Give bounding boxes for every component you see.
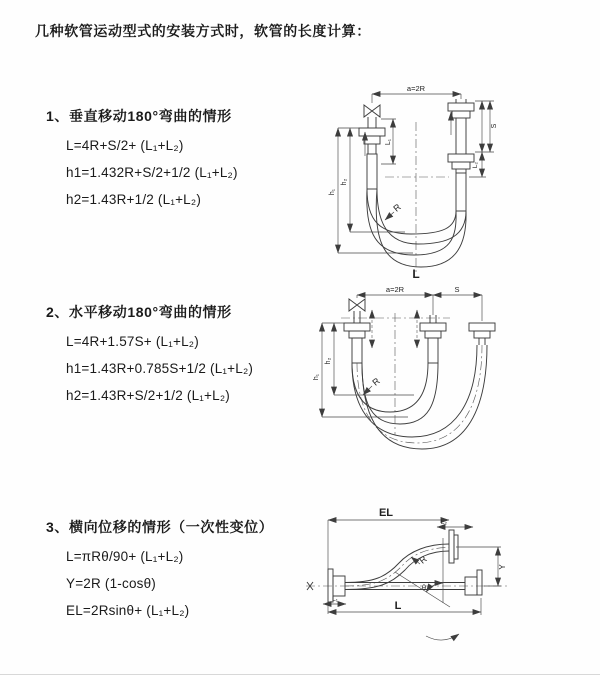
flange (364, 136, 380, 144)
dim-label-r: R (417, 553, 429, 566)
hose-loops (352, 345, 487, 449)
flange (477, 570, 482, 595)
flange (448, 103, 474, 111)
formula-line: Y=2R (1-cosθ) (66, 576, 157, 591)
flange (344, 323, 370, 331)
section-1-formulas (66, 132, 238, 213)
braided-hose-section (367, 154, 377, 189)
section-2 (46, 302, 253, 409)
flange (474, 331, 490, 338)
diagram-lateral-displacement (298, 500, 600, 650)
valve-icon (349, 299, 365, 311)
formula-line: L=πRθ/90+ (L₁+L₂) (66, 549, 184, 564)
dim-label-s: S (491, 123, 498, 129)
dim-label-l1: L₁ (332, 596, 338, 603)
dim-label-r: R (391, 201, 403, 214)
formula-line: L=4R+S/2+ (L₁+L₂) (66, 138, 184, 153)
flange (349, 331, 365, 338)
section-1-heading: 1、垂直移动180°弯曲的情形 (46, 108, 232, 124)
radius-leader (385, 212, 394, 220)
formula-line: EL=2Rsinθ+ (L₁+L₂) (66, 603, 190, 618)
dim-label-s: S (454, 285, 460, 294)
hose-loops (367, 189, 466, 267)
section-3 (46, 517, 273, 624)
formula-line: h2=1.43R+S/2+1/2 (L₁+L₂) (66, 388, 230, 403)
dimension-labels (332, 507, 507, 612)
dim-label-h2: h₂ (325, 357, 332, 365)
dim-label-h1: h₁ (313, 373, 320, 381)
braided-hose-section (352, 338, 362, 363)
hose-s-curve (345, 551, 449, 590)
section-3-heading: 3、横向位移的情形（一次性变位） (46, 519, 274, 535)
section-2-formulas (66, 328, 253, 409)
centerlines (306, 548, 508, 591)
valve-icon (364, 105, 380, 117)
flange (425, 331, 441, 338)
page-title: 几种软管运动型式的安装方式时，软管的长度计算： (35, 23, 371, 39)
flange (359, 128, 385, 136)
dim-label-a2r: a=2R (406, 84, 426, 93)
dim-label-h1: h₁ (329, 188, 336, 196)
dim-label-l2: L₂ (472, 161, 479, 169)
formula-line: h1=1.432R+S/2+1/2 (L₁+L₂) (66, 165, 238, 180)
dim-label-r: R (370, 375, 382, 388)
dim-label-l: L (412, 267, 420, 281)
dim-label-l: L (394, 600, 402, 612)
flange (452, 162, 470, 169)
section-2-heading: 2、水平移动180°弯曲的情形 (46, 304, 232, 320)
braided-hose-section (428, 338, 438, 363)
dim-label-l2: L₂ (440, 519, 448, 526)
dimensions (322, 295, 482, 417)
dim-label-y: Y (498, 564, 507, 570)
flange (420, 323, 446, 331)
dim-label-h2: h₂ (341, 178, 348, 186)
flange (448, 154, 474, 162)
swing-arrow (426, 634, 459, 640)
piping (328, 530, 482, 602)
theta-arc (426, 583, 443, 592)
dimensions (323, 520, 501, 615)
flange (449, 530, 454, 563)
formula-line: h2=1.43R+1/2 (L₁+L₂) (66, 192, 202, 207)
diagram-vertical-180-bend (315, 70, 600, 282)
diagram-horizontal-180-bend (313, 283, 600, 459)
section-1 (46, 106, 238, 213)
section-3-formulas (66, 543, 273, 624)
braided-hose-section (456, 173, 466, 211)
dim-label-theta: θ (421, 583, 427, 592)
formula-line: h1=1.43R+0.785S+1/2 (L₁+L₂) (66, 361, 254, 376)
dimension-labels (329, 84, 498, 281)
piping (344, 299, 495, 363)
formula-line: L=4R+1.57S+ (L₁+L₂) (66, 334, 199, 349)
flange (452, 111, 470, 118)
dim-label-a2r: a=2R (385, 285, 405, 294)
flange (469, 323, 495, 331)
dim-label-l1: L₁ (385, 138, 392, 146)
centerlines (385, 122, 449, 274)
dim-label-el: EL (378, 507, 394, 519)
